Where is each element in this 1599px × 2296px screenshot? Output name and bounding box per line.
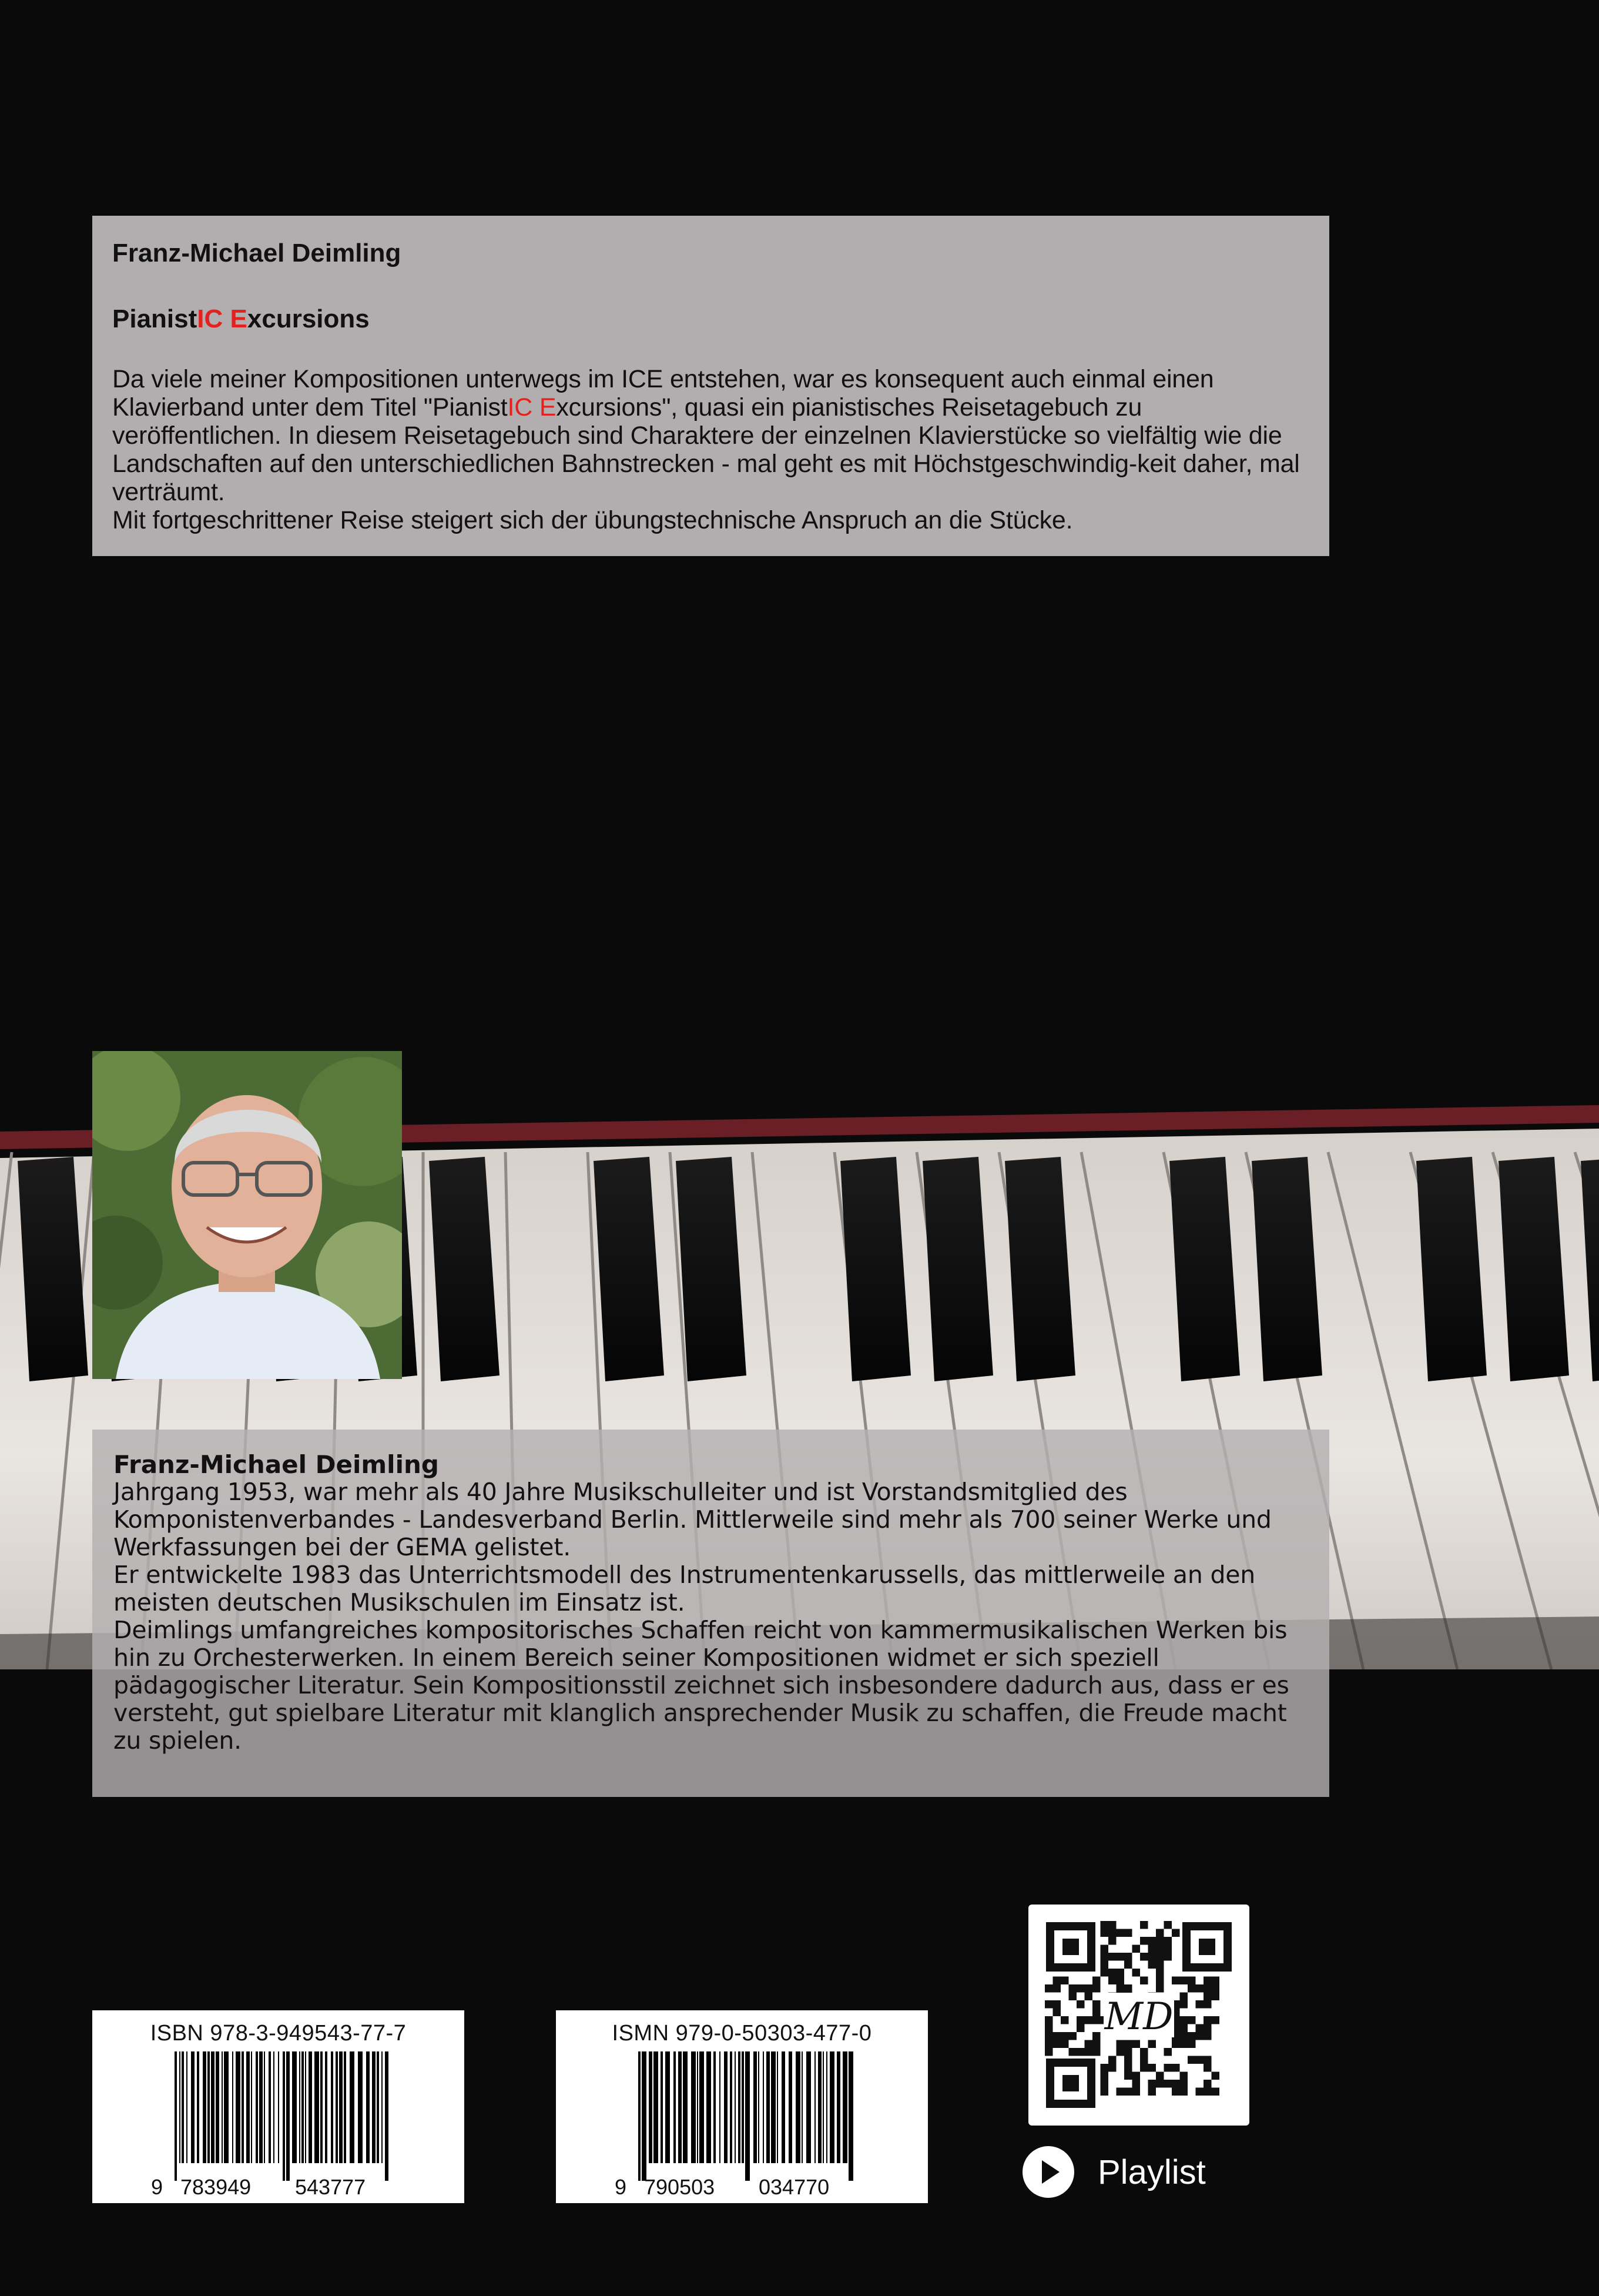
- description-part: xcursions", quasi ein pianistisches Reisetagebuch zu veröffentlichen. In diesem Reisetagebuch sind Charaktere der einzelnen Klavierstücke so vielfältig wie die Landschaften auf den unterschiedlichen Bahnstrecken - mal geht es mit Höchstgeschwindig-keit daher, mal verträumt.: [112, 393, 1300, 506]
- title-highlight-e: E: [230, 304, 247, 333]
- isbn-digit-prefix: 9: [151, 2175, 163, 2199]
- description-part: Da viele meiner Kompositionen unterwegs im ICE entstehen, war es konsequent auch einmal einen Klavierband unter dem Titel "Pianist: [112, 365, 1214, 421]
- ismn-digits-left: 790503: [644, 2175, 715, 2199]
- biography-box: [92, 1430, 1329, 1797]
- qr-code-icon[interactable]: [1028, 1905, 1249, 2126]
- description-text: [112, 365, 1309, 534]
- description-highlight-ic: IC: [507, 393, 533, 421]
- play-circle-icon: [1023, 2146, 1074, 2198]
- bio-author-name: Franz-Michael Deimling: [113, 1450, 439, 1479]
- description-box: [92, 216, 1329, 556]
- playlist-button[interactable]: [1023, 2146, 1258, 2198]
- isbn-bars: [175, 2051, 392, 2181]
- ismn-digit-prefix: 9: [615, 2175, 627, 2199]
- description-last-line: Mit fortgeschrittener Reise steigert sich der übungstechnische Anspruch an die Stücke.: [112, 506, 1073, 534]
- qr-logo: MD: [1104, 1995, 1174, 2039]
- isbn-barcode: [92, 2010, 464, 2203]
- playlist-label: Playlist: [1098, 2153, 1206, 2191]
- isbn-digits-left: 783949: [180, 2175, 252, 2199]
- title-space: [223, 304, 230, 333]
- isbn-digits-right: 543777: [295, 2175, 366, 2199]
- author-portrait: [92, 1051, 402, 1379]
- title-part: xcursions: [247, 304, 370, 333]
- bio-paragraph-1: Jahrgang 1953, war mehr als 40 Jahre Musikschulleiter und ist Vorstandsmitglied des Komponistenverbandes - Landesverband Berlin. Mittlerweile sind mehr als 700 seiner Werke und Werkfassungen bei der GEMA gelistet.: [113, 1478, 1272, 1561]
- isbn-label: ISBN 978-3-949543-77-7: [150, 2021, 407, 2046]
- description-highlight-e: E: [539, 393, 557, 421]
- book-title: [112, 303, 1309, 336]
- description-space: [532, 393, 539, 421]
- bio-paragraph-3: Deimlings umfangreiches kompositorisches Schaffen reicht von kammermusikalischen Werken bis hin zu Orchesterwerken. In einem Bereich seiner Kompositionen widmet er sich speziell pädagogischer Literatur. Sein Kompositionsstil zeichnet sich insbesondere dadurch aus, dass er es versteht, gut spielbare Literatur mit klanglich ansprechender Musik zu schaffen, die Freude macht zu spielen.: [113, 1616, 1289, 1755]
- ismn-barcode: [556, 2010, 928, 2203]
- title-part: Pianist: [112, 304, 197, 333]
- ismn-label: ISMN 979-0-50303-477-0: [612, 2021, 872, 2046]
- ismn-digits-right: 034770: [759, 2175, 830, 2199]
- title-highlight-ic: IC: [197, 304, 223, 333]
- author-name: Franz-Michael Deimling: [112, 239, 401, 267]
- ismn-bars: [638, 2051, 856, 2181]
- bio-paragraph-2: Er entwickelte 1983 das Unterrichtsmodell des Instrumentenkarussells, das mittlerweile an den meisten deutschen Musikschulen im Einsatz ist.: [113, 1561, 1256, 1616]
